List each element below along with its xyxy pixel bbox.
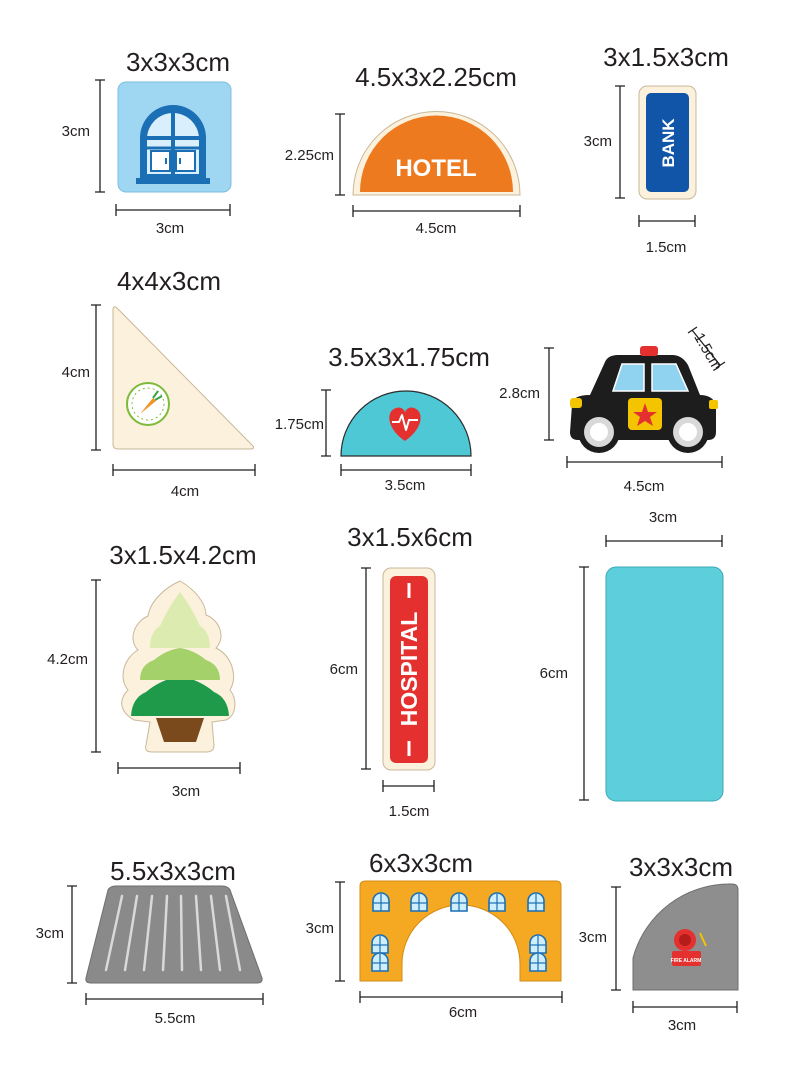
window-block xyxy=(118,82,231,192)
triangle-title: 4x4x3cm xyxy=(116,266,222,296)
police-car-icon xyxy=(570,346,718,453)
carrot-badge-icon xyxy=(127,383,169,425)
hospital-dome-width-label: 3.5cm xyxy=(384,477,426,494)
police-car-height-label: 2.8cm xyxy=(499,385,540,402)
fire-alarm-height-label: 3cm xyxy=(578,929,607,946)
hospital-dome-block xyxy=(341,391,471,456)
arch-width-label: 6cm xyxy=(448,1004,478,1021)
fire-alarm-width-label: 3cm xyxy=(667,1017,697,1034)
window-width-label: 3cm xyxy=(155,220,185,237)
bank-width-label: 1.5cm xyxy=(645,239,687,256)
hotel-width-label: 4.5cm xyxy=(415,220,457,237)
hospital-sign-text: HOSPITAL xyxy=(396,611,422,727)
hotel-block xyxy=(353,112,520,195)
dimension-lines xyxy=(67,80,737,1013)
triangle-width-label: 4cm xyxy=(170,483,200,500)
hotel-height-label: 2.25cm xyxy=(284,147,334,164)
road-width-label: 5.5cm xyxy=(154,1010,196,1027)
arch-height-label: 3cm xyxy=(305,920,334,937)
hospital-sign-height-label: 6cm xyxy=(329,661,358,678)
bank-height-label: 3cm xyxy=(583,133,612,150)
triangle-block xyxy=(113,307,254,449)
window-height-label: 3cm xyxy=(61,123,90,140)
road-title: 5.5x3x3cm xyxy=(110,856,236,886)
teal-block-height-label: 6cm xyxy=(539,665,568,682)
police-car-depth-label: 1.5cm xyxy=(690,330,726,374)
hotel-title: 4.5x3x2.25cm xyxy=(355,62,517,92)
fire-alarm-block xyxy=(633,884,738,990)
fire-alarm-sign-text: FIRE ALARM xyxy=(670,958,702,964)
hospital-dome-height-label: 1.75cm xyxy=(274,416,324,433)
hospital-sign-block xyxy=(383,568,435,770)
tree-height-label: 4.2cm xyxy=(47,651,88,668)
bank-block xyxy=(639,86,696,199)
road-height-label: 3cm xyxy=(35,925,64,942)
bank-title: 3x1.5x3cm xyxy=(603,42,729,72)
hospital-sign-width-label: 1.5cm xyxy=(388,803,430,820)
teal-block-width-label: 3cm xyxy=(648,509,678,526)
teal-block xyxy=(606,567,723,801)
bank-sign-text: BANK xyxy=(659,118,678,168)
hospital-dome-title: 3.5x3x1.75cm xyxy=(328,342,490,372)
fire-alarm-title: 3x3x3cm xyxy=(628,852,734,882)
police-car-block xyxy=(570,346,718,453)
triangle-height-label: 4cm xyxy=(61,364,90,381)
tree-block xyxy=(122,581,235,752)
tree-title: 3x1.5x4.2cm xyxy=(109,540,257,570)
hotel-sign-text: HOTEL xyxy=(395,155,477,182)
tree-width-label: 3cm xyxy=(171,783,201,800)
arch-block xyxy=(360,881,561,981)
road-block xyxy=(86,886,262,983)
arch-title: 6x3x3cm xyxy=(368,848,474,878)
hospital-sign-title: 3x1.5x6cm xyxy=(347,522,473,552)
window-title: 3x3x3cm xyxy=(125,47,231,77)
police-car-width-label: 4.5cm xyxy=(623,478,665,495)
